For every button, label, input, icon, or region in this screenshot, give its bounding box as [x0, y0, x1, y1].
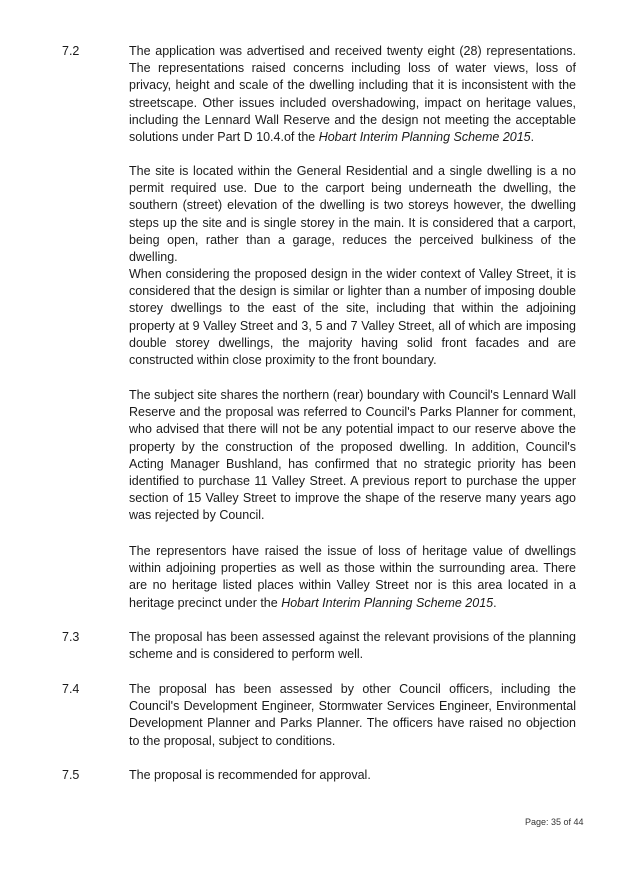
- paragraph-tail: .: [493, 595, 497, 610]
- paragraph-representations: [129, 43, 576, 146]
- paragraph-site-location: The site is located within the General Residential and a single dwelling is a no permit required use. Due to the carport being underneath the dwelling, the southern (street) elevation of the dwelling is two storeys however, the dwelling steps up the site and is single storey in the main. It is considered that a carport, being open, rather than a garage, reduces the perceived bulkiness of the dwelling.: [129, 164, 576, 265]
- paragraph-officers: The proposal has been assessed by other Council officers, including the Council's Development Engineer, Stormwater Services Engineer, Environmental Development Planner and Parks Planner. The officers have raised no objection to the proposal, subject to conditions.: [129, 682, 576, 748]
- paragraph-assessment: The proposal has been assessed against the relevant provisions of the planning scheme and is considered to perform well.: [129, 630, 576, 662]
- page-number: Page: 35 of 44: [525, 817, 584, 827]
- section-number-7-5: 7.5: [62, 768, 80, 782]
- section-number-7-2: 7.2: [62, 44, 80, 58]
- section-number-7-3: 7.3: [62, 630, 80, 644]
- planning-scheme-title: Hobart Interim Planning Scheme 2015: [318, 130, 531, 145]
- paragraph-heritage: [129, 543, 576, 612]
- paragraph-recommendation: The proposal is recommended for approval.: [129, 768, 371, 782]
- paragraph-text: The representors have raised the issue of loss of heritage value of dwellings within adjoining properties as well as those within the surrounding area. There are no heritage listed places within Valley Street nor is this area located in a heritage precinct under the: [129, 544, 576, 610]
- paragraph-text: The application was advertised and received twenty eight (28) representations. The representations raised concerns including loss of water views, loss of privacy, height and scale of the dwelling including that it is inconsistent with the streetscape. Other issues included overshadowing, impact on heritage values, including the Lennard Wall Reserve and the design not meeting the acceptable solutions under Part D 10.4.of the: [129, 44, 576, 145]
- planning-scheme-title: Hobart Interim Planning Scheme 2015: [281, 595, 494, 610]
- paragraph-valley-street-context: When considering the proposed design in the wider context of Valley Street, it is considered that the design is similar or lighter than a number of imposing double storey dwellings to the east of the site, including that within the adjoining property at 9 Valley Street and 3, 5 and 7 Valley Street, all of which are imposing double storey dwellings, the majority having solid front facades and are constructed within close proximity to the front boundary.: [129, 267, 576, 368]
- paragraph-lennard-wall-reserve: The subject site shares the northern (rear) boundary with Council's Lennard Wall Reserve and the proposal was referred to Council's Parks Planner for comment, who advised that there will not be any potential impact to our reserve above the property by the construction of the proposed dwelling. In addition, Council's Acting Manager Bushland, has confirmed that no strategic priority has been identified to purchase 11 Valley Street. A previous report to purchase the upper section of 15 Valley Street to improve the shape of the reserve many years ago was rejected by Council.: [129, 388, 576, 523]
- paragraph-tail: .: [530, 130, 535, 145]
- section-number-7-4: 7.4: [62, 682, 80, 696]
